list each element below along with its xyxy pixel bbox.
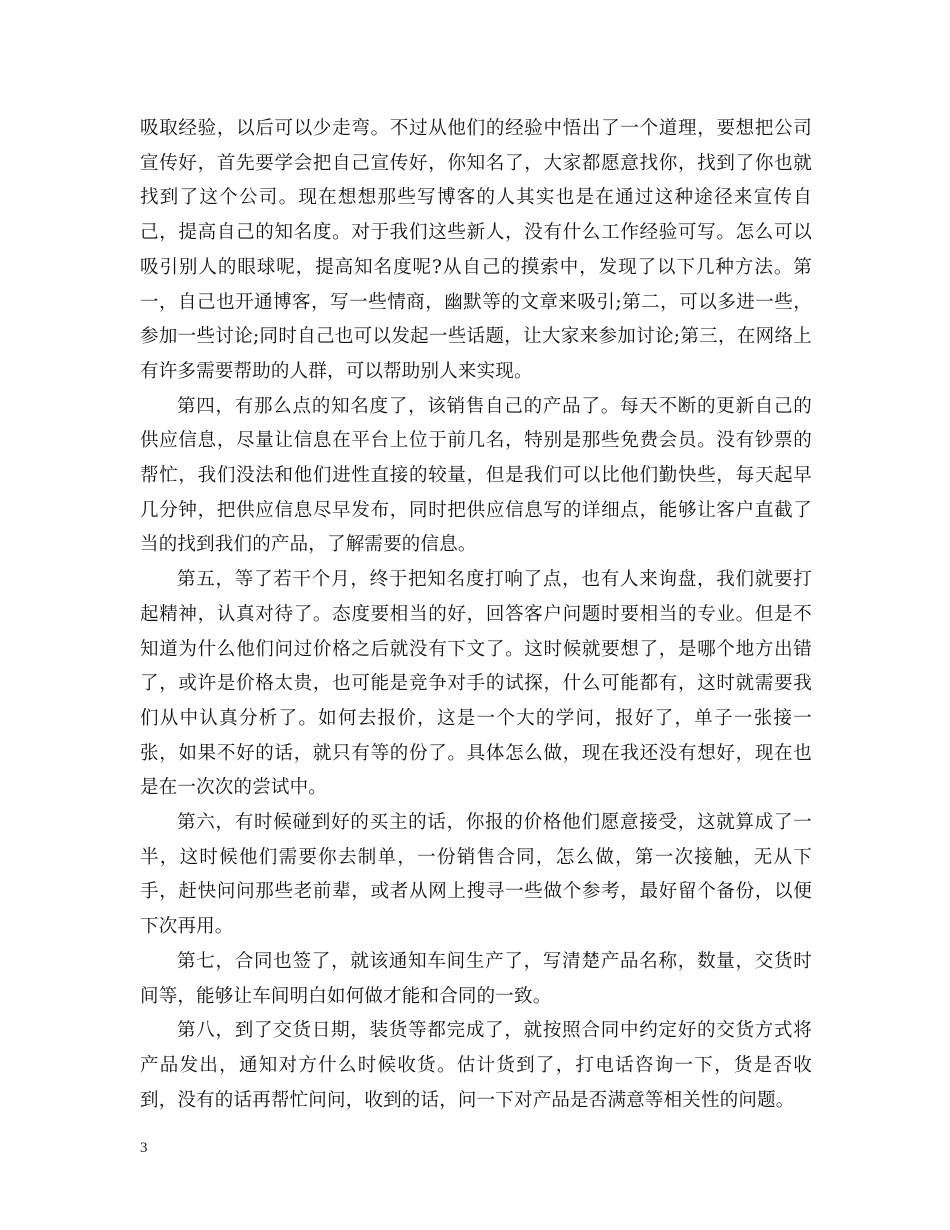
paragraph-step-eight: 第八，到了交货日期，装货等都完成了，就按照合同中约定好的交货方式将产品发出，通知对方什么时候收货。估计货到了，打电话咨询一下，货是否收到，没有的话再帮忙问问，收到的话，问一下对产品是否满意等相关性的问题。 [140, 1020, 812, 1111]
document-body [140, 112, 812, 1118]
paragraph-step-four: 第四，有那么点的知名度了，该销售自己的产品了。每天不断的更新自己的供应信息，尽量让信息在平台上位于前几名，特别是那些免费会员。没有钞票的帮忙，我们没法和他们进性直接的较量，但是我们可以比他们勤快些，每天起早几分钟，把供应信息尽早发布，同时把供应信息写的详细点，能够让客户直截了当的找到我们的产品，了解需要的信息。 [140, 395, 812, 556]
paragraph-step-six: 第六，有时候碰到好的买主的话，你报的价格他们愿意接受，这就算成了一半，这时候他们需要你去制单，一份销售合同，怎么做，第一次接触，无从下手，赶快问问那些老前辈，或者从网上搜寻一些做个参考，最好留个备份，以便下次再用。 [140, 812, 812, 938]
paragraph-step-seven: 第七，合同也签了，就该通知车间生产了，写清楚产品名称，数量，交货时间等，能够让车间明白如何做才能和合同的一致。 [140, 950, 812, 1007]
page-number: 3 [140, 1140, 148, 1156]
paragraph-continuation: 吸取经验，以后可以少走弯。不过从他们的经验中悟出了一个道理，要想把公司宣传好，首先要学会把自己宣传好，你知名了，大家都愿意找你，找到了你也就找到了这个公司。现在想想那些写博客的人其实也是在通过这种途径来宣传自己，提高自己的知名度。对于我们这些新人，没有什么工作经验可写。怎么可以吸引别人的眼球呢，提高知名度呢?从自己的摸索中，发现了以下几种方法。第一，自己也开通博客，写一些情商，幽默等的文章来吸引;第二，可以多进一些，参加一些讨论;同时自己也可以发起一些话题，让大家来参加讨论;第三，在网络上有许多需要帮助的人群，可以帮助别人来实现。 [140, 118, 812, 382]
paragraph-step-five: 第五，等了若干个月，终于把知名度打响了点，也有人来询盘，我们就要打起精神，认真对待了。态度要相当的好，回答客户问题时要相当的专业。但是不知道为什么他们问过价格之后就没有下文了。这时候就要想了，是哪个地方出错了，或许是价格太贵，也可能是竞争对手的试探，什么可能都有，这时就需要我们从中认真分析了。如何去报价，这是一个大的学问，报好了，单子一张接一张，如果不好的话，就只有等的份了。具体怎么做，现在我还没有想好，现在也是在一次次的尝试中。 [140, 569, 812, 799]
